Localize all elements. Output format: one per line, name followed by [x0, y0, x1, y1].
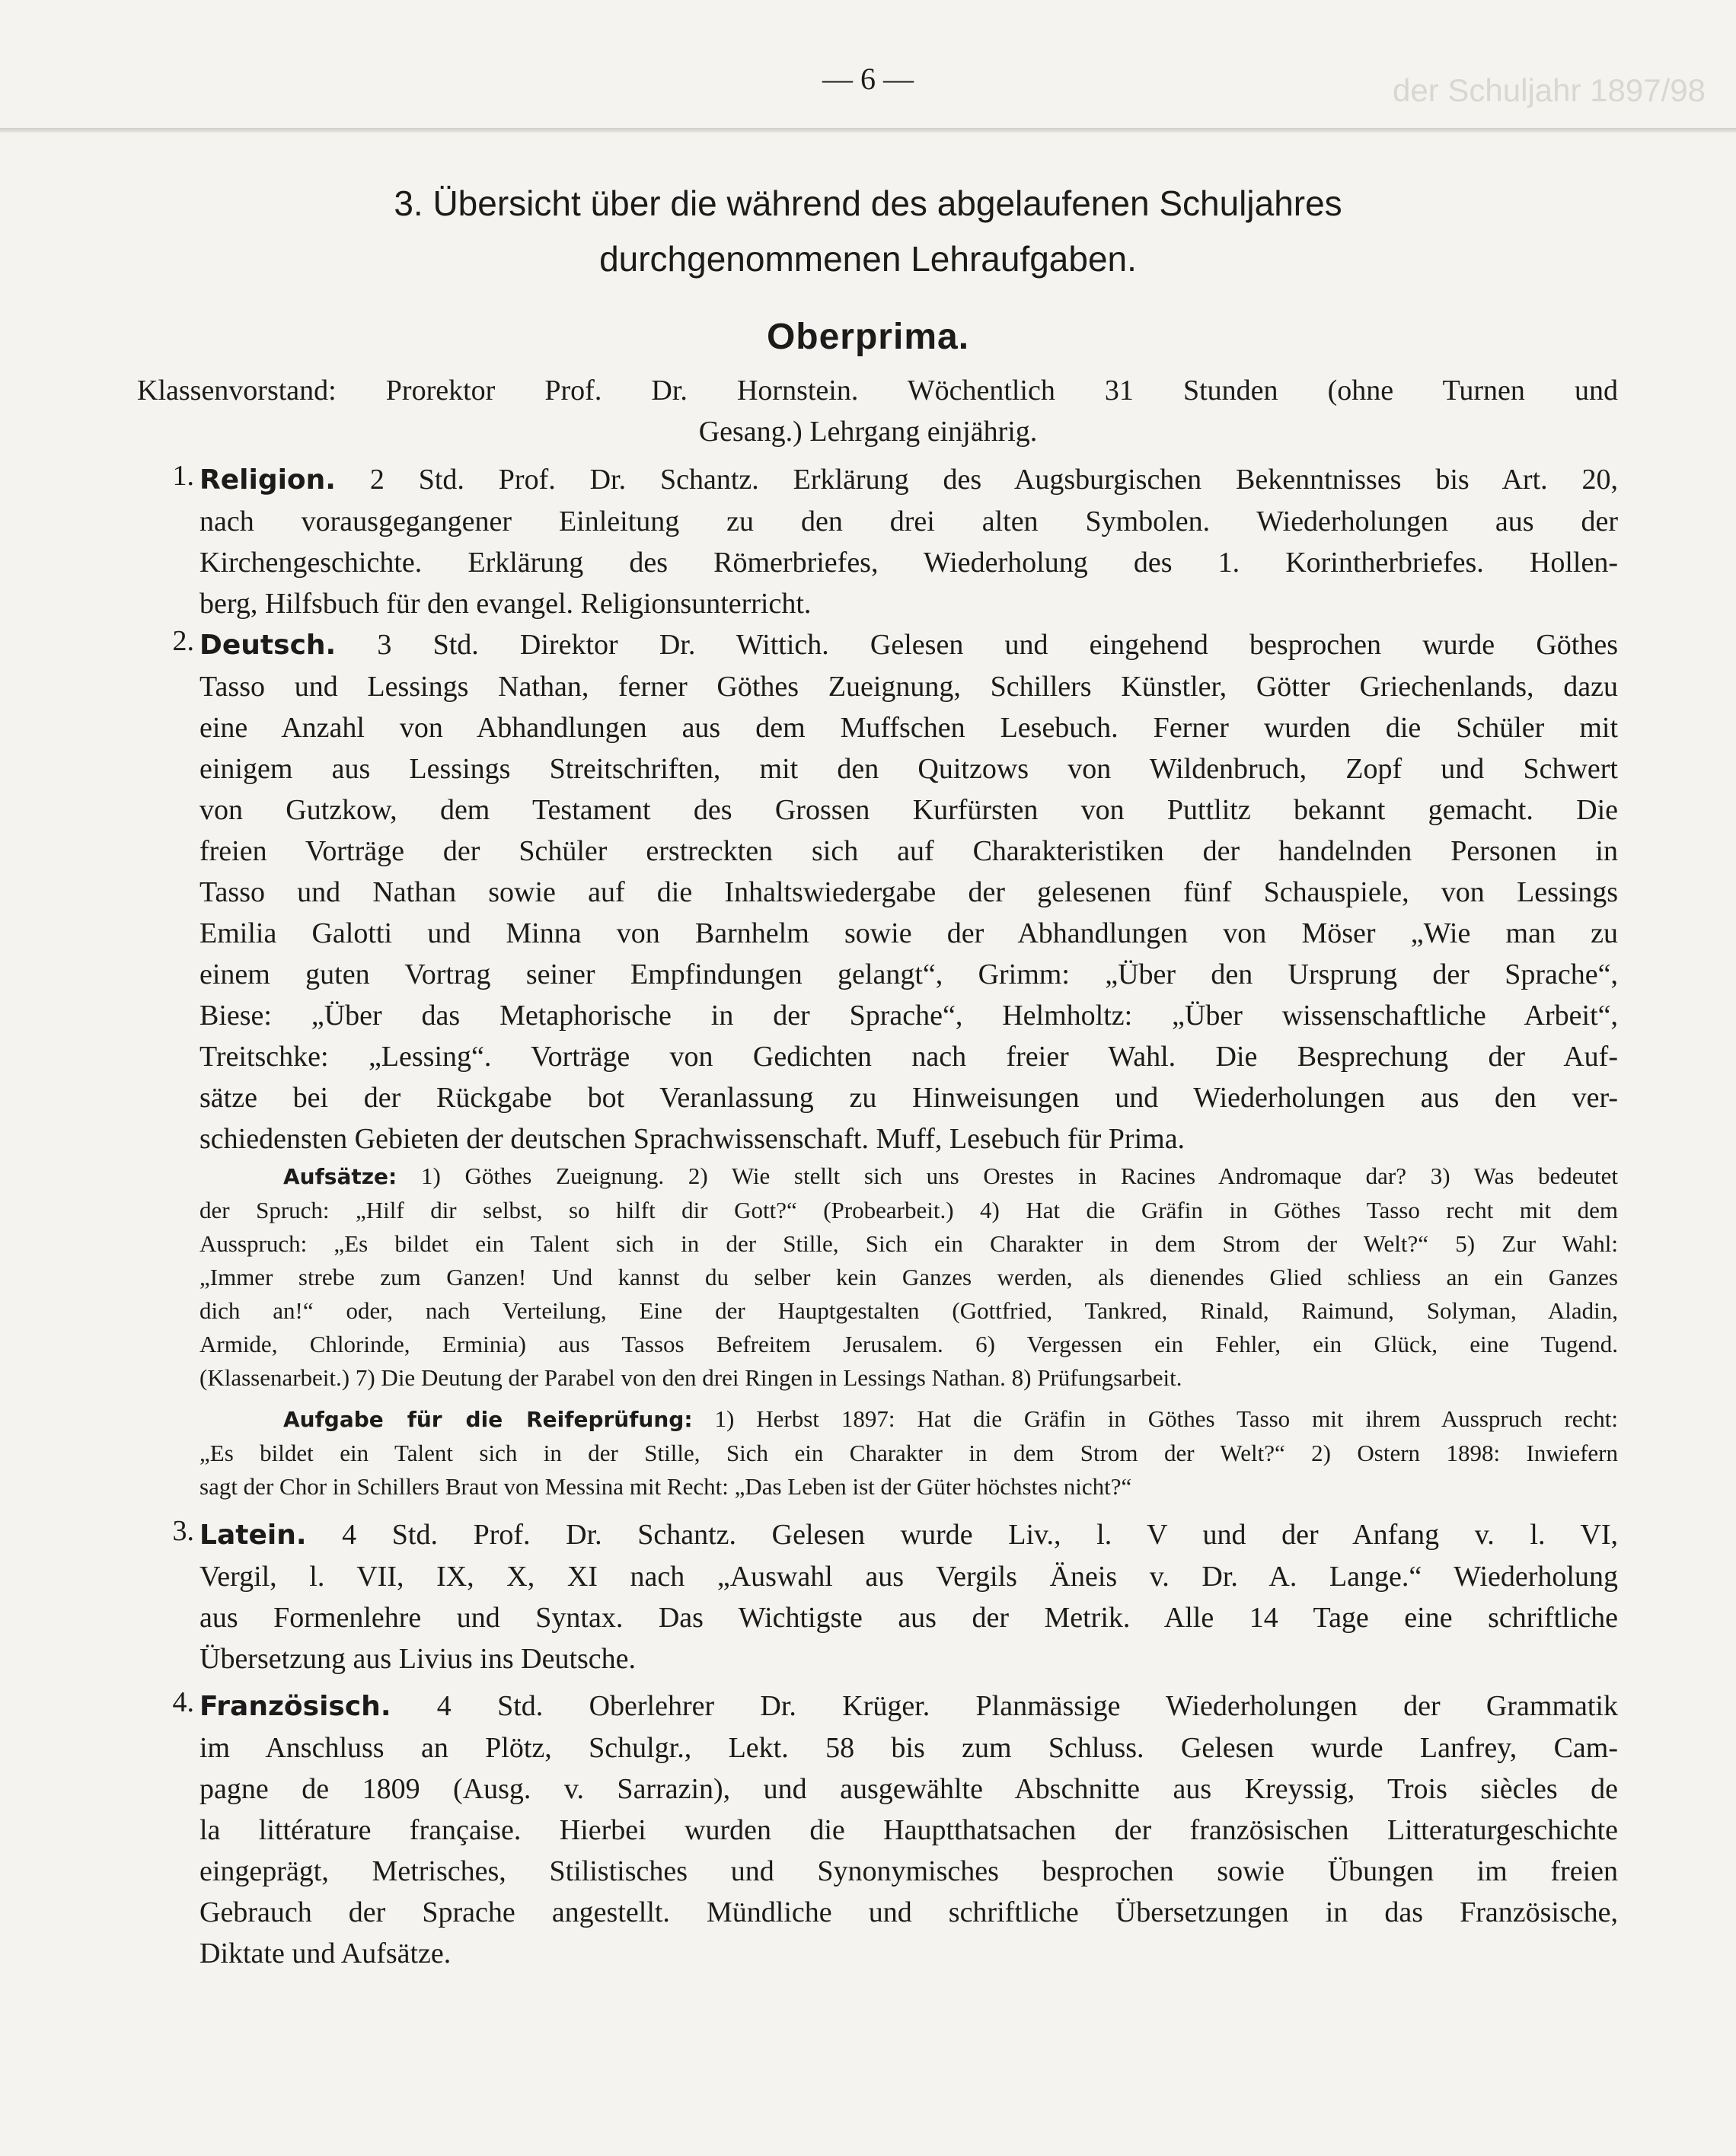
subject-title: Latein.: [199, 1520, 307, 1551]
subject-title: Deutsch.: [199, 630, 337, 661]
subject-deutsch: Deutsch. 3 Std. Direktor Dr. Wittich. Gelesen und eingehend besprochen wurde Göthes Tasso und Lessings Nathan, ferner Göthes Zueignung, Schillers Künstler, Götter Griechenlands, dazu eine Anzahl von Abhandlungen aus dem Muffschen Lesebuch. Ferner wurden die Schüler mit einigem aus Lessings Streitschriften, mit den Quitzows von Wildenbruch, Zopf und Schwert von Gutzkow, dem Testament des Grossen Kurfürsten von Puttlitz bekannt gemacht. Die freien Vorträge der Schüler erstreckten sich auf Charakteristiken der handelnden Personen in Tasso und Nathan sowie auf die Inhaltswiedergabe der gelesenen fünf Schauspiele, von Lessings Emilia Galotti und Minna von Barnhelm sowie der Abhandlungen von Möser „Wie man zu einem guten Vortrag seiner Empfindungen gelangt“, Grimm: „Über den Ursprung der Sprache“, Biese: „Über das Metaphorische in der Sprache“, Helmholtz: „Über wissenschaftliche Arbeit“, Treitschke: „Lessing“. Vorträge von Gedichten nach freier Wahl. Die Besprechung der Auf- sätze bei der Rückgabe bot Veranlassung zu Hinweisungen und Wiederholungen aus den ver- schiedensten Gebieten der deutschen Sprachwissenschaft. Muff, Lesebuch für Prima.: [199, 629, 1618, 1155]
bleed-through-header: der Schuljahr 1897/98: [1393, 72, 1706, 108]
subject-title: Französisch.: [199, 1691, 391, 1722]
page-number: — 6 —: [822, 62, 914, 96]
subject-number: 2.: [172, 625, 194, 657]
subject-number: 1.: [172, 460, 194, 492]
subject-latein: Latein. 4 Std. Prof. Dr. Schantz. Gelesen wurde Liv., l. V und der Anfang v. l. VI, Vergil, l. VII, IX, X, XI nach „Auswahl aus Vergils Äneis v. Dr. A. Lange.“ Wiederholung aus Formenlehre und Syntax. Das Wichtigste aus der Metrik. Alle 14 Tage eine schriftliche Übersetzung aus Livius ins Deutsche.: [199, 1519, 1619, 1675]
aufsaetze-list: Aufsätze: 1) Göthes Zueignung. 2) Wie stellt sich uns Orestes in Racines Andromaque dar? 3) Was bedeutet der Spruch: „Hilf dir selbst, so hilft dir Gott?“ (Probearbeit.) 4) Hat die Gräfin in Göthes Tasso recht mit dem Ausspruch: „Es bildet ein Talent sich in der Stille, Sich ein Charakter in dem Strom der Welt?“ 5) Zur Wahl: „Immer strebe zum Ganzen! Und kannst du selber kein Ganzes werden, als dienendes Glied schliess an ein Ganzes dich an!“ oder, nach Verteilung, Eine der Hauptgestalten (Gottfried, Tankred, Rinald, Raimund, Solyman, Aladin, Armide, Chlorinde, Erminia) aus Tassos Befreitem Jerusalem. 6) Vergessen ein Fehler, ein Glück, eine Tugend. (Klassenarbeit.) 7) Die Deutung der Parabel von den drei Ringen in Lessings Nathan. 8) Prüfungsarbeit.: [199, 1163, 1619, 1391]
reifepruefung-list: Aufgabe für die Reifeprüfung: 1) Herbst 1897: Hat die Gräfin in Göthes Tasso mit ihrem Ausspruch recht: „Es bildet ein Talent sich in der Stille, Sich ein Charakter in dem Strom der Welt?“ 2) Ostern 1898: Inwiefern sagt der Chor in Schillers Braut von Messina mit Recht: „Das Leben ist der Güter höchstes nicht?“: [199, 1405, 1619, 1500]
subject-number: 3.: [172, 1515, 194, 1547]
header-rule: [0, 128, 1736, 132]
section-heading: Oberprima.: [766, 317, 970, 357]
intro-line-2: Gesang.) Lehrgang einjährig.: [698, 416, 1038, 448]
aufsaetze-label: Aufsätze:: [283, 1164, 397, 1189]
subject-title: Religion.: [199, 464, 336, 496]
subject-number: 4.: [172, 1686, 194, 1718]
title-line-1: 3. Übersicht über die während des abgelaufenen Schuljahres: [394, 183, 1342, 223]
intro-line-1: Klassenvorstand: Prorektor Prof. Dr. Hornstein. Wöchentlich 31 Stunden (ohne Turnen und: [137, 375, 1618, 407]
subject-franzoesisch: Französisch. 4 Std. Oberlehrer Dr. Krüger. Planmässige Wiederholungen der Grammatik im Anschluss an Plötz, Schulgr., Lekt. 58 bis zum Schluss. Gelesen wurde Lanfrey, Cam- pagne de 1809 (Ausg. v. Sarrazin), und ausgewählte Abschnitte aus Kreyssig, Trois siècles de la littérature française. Hierbei wurden die Hauptthatsachen der französischen Litteraturgeschichte eingeprägt, Metrisches, Stilistisches und Synonymisches besprochen sowie Übungen im freien Gebrauch der Sprache angestellt. Mündliche und schriftliche Übersetzungen in das Französische, Diktate und Aufsätze.: [199, 1690, 1618, 1969]
title-line-2: durchgenommenen Lehraufgaben.: [599, 239, 1137, 279]
subject-religion: Religion. 2 Std. Prof. Dr. Schantz. Erklärung des Augsburgischen Bekenntnisses bis Art. 20, nach vorausgegangener Einleitung zu den drei alten Symbolen. Wiederholungen aus der Kirchengeschichte. Erklärung des Römerbriefes, Wiederholung des 1. Korintherbriefes. Hollen- berg, Hilfsbuch für den evangel. Religionsunterricht.: [199, 464, 1618, 620]
reifepruefung-label: Aufgabe für die Reifeprüfung:: [283, 1407, 693, 1432]
